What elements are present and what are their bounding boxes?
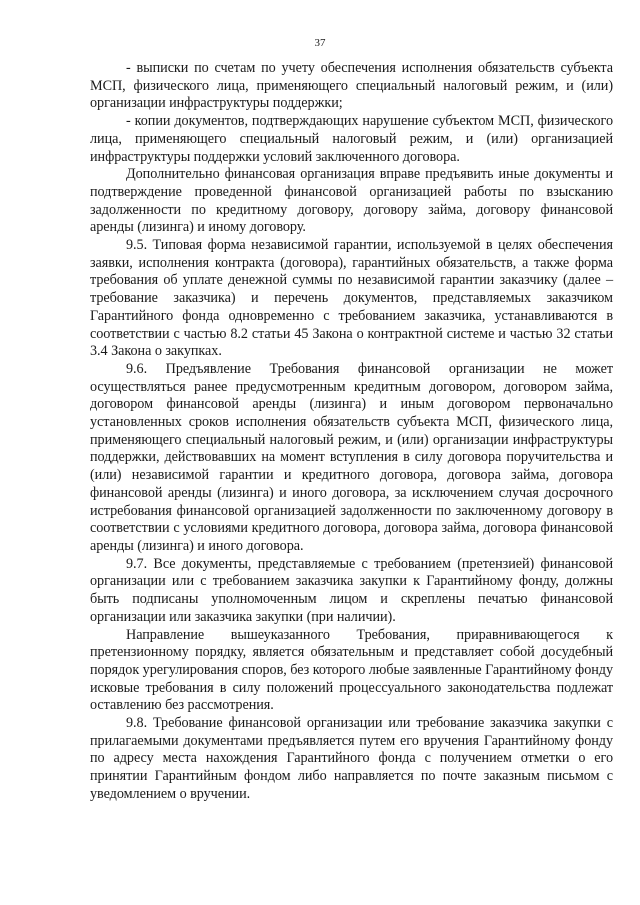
paragraph-clause-9-7: 9.7. Все документы, представляемые с требованием (претензией) финансовой организации или с требованием заказчика закупки к Гарантийному фонду, должны быть подписаны уполномоченным лицом и скреплены печатью финансовой организации или заказчика закупки (при наличии). — [90, 555, 613, 625]
paragraph-clause-9-6: 9.6. Предъявление Требования финансовой организации не может осуществляться ранее предусмотренным кредитным договором, договором займа, договором финансовой аренды (лизинга) и иным договором первоначально установленных сроков исполнения обязательств субъекта МСП, физического лица, применяющего специальный налоговый режим, и (или) организации инфраструктуры поддержки, действовавших на момент вступления в силу договора поручительства и (или) независимой гарантии и кредитного договора, договора займа, договора финансовой аренды (лизинга) и иного договора, за исключением случая досрочного истребования финансовой организацией задолженности по заключенному договору в соответствии с условиями кредитного договора, договора займа, договора финансовой аренды (лизинга) и иного договора. — [90, 360, 613, 554]
paragraph-additional-documents: Дополнительно финансовая организация вправе предъявить иные документы и подтверждение проведенной финансовой организацией работы по взысканию задолженности по кредитному договору, договору займа, договору финансовой аренды (лизинга) и иному договору. — [90, 166, 613, 236]
document-body — [90, 60, 613, 804]
paragraph-document-copies: - копии документов, подтверждающих нарушение субъектом МСП, физического лица, применяющего специальный налоговый режим, и (или) организацией инфраструктуры поддержки условий заключенного договора. — [90, 113, 613, 165]
paragraph-clause-9-5: 9.5. Типовая форма независимой гарантии, используемой в целях обеспечения заявки, исполнения контракта (договора), гарантийных обязательств, а также форма требования об уплате денежной суммы по независимой гарантии заказчику (далее – требование заказчика) и перечень документов, представляемых заказчиком Гарантийного фонда одновременно с требованием заказчика, устанавливаются в соответствии с частью 8.2 статьи 45 Закона о контрактной системе и частью 32 статьи 3.4 Закона о закупках. — [90, 237, 613, 360]
paragraph-claim-procedure: Направление вышеуказанного Требования, приравнивающегося к претензионному порядку, является обязательным и представляет собой досудебный порядок урегулирования споров, без которого любые заявленные Гарантийному фонду исковые требования в силу положений процессуального законодательства подлежат оставлению без рассмотрения. — [90, 626, 613, 714]
page-number: 37 — [314, 37, 326, 49]
paragraph-clause-9-8: 9.8. Требование финансовой организации или требование заказчика закупки с прилагаемыми документами предъявляется путем его вручения Гарантийному фонду по адресу места нахождения Гарантийного фонда с получением отметки о его принятии Гарантийным фондом либо направляется по почте заказным письмом с уведомлением о вручении. — [90, 715, 613, 802]
paragraph-account-statements: - выписки по счетам по учету обеспечения исполнения обязательств субъекта МСП, физического лица, применяющего специальный налоговый режим, и (или) организации инфраструктуры поддержки; — [90, 60, 613, 112]
